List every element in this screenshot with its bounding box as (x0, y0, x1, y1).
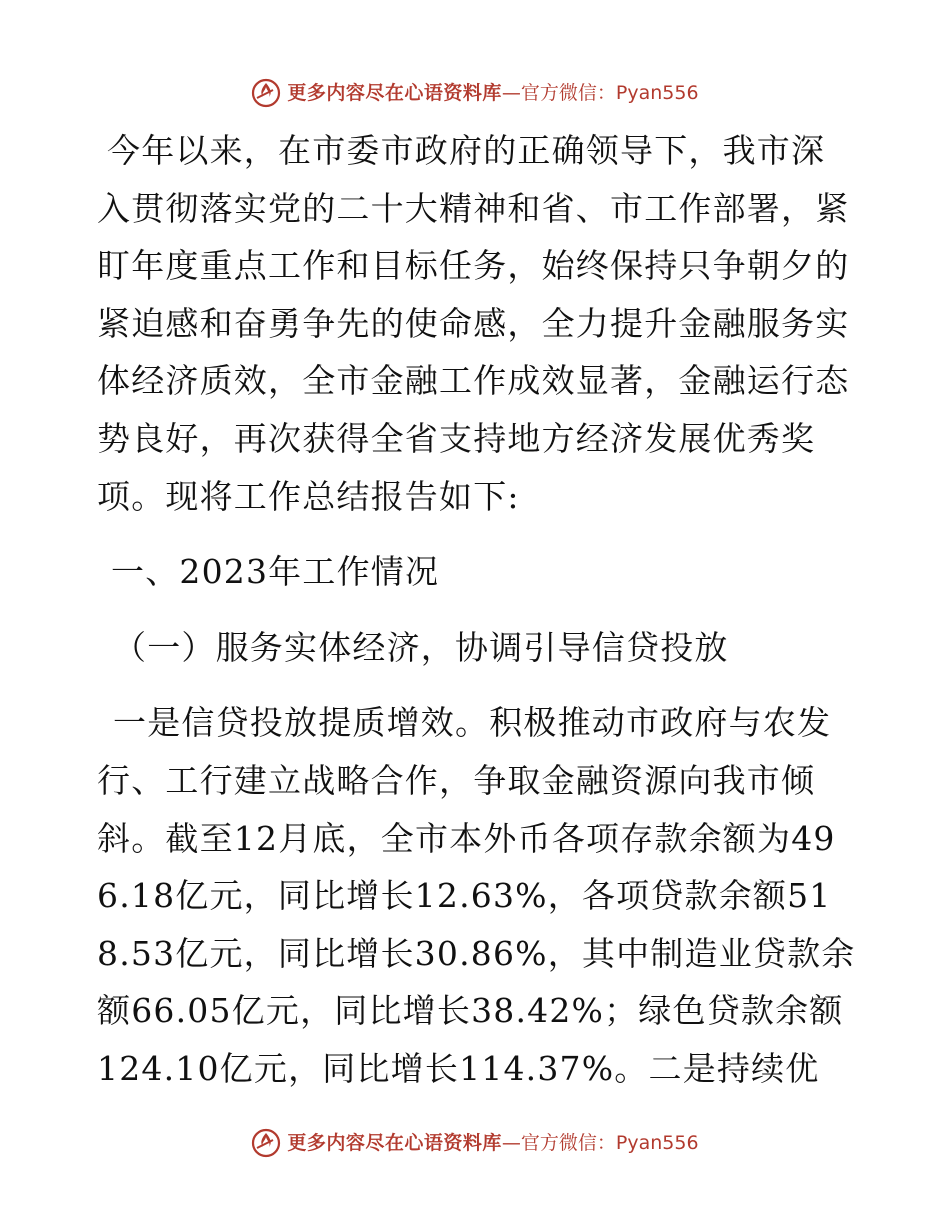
section-heading: 一、2023年工作情况 (111, 552, 440, 592)
subsection-heading: （一）服务实体经济，协调引导信贷投放 (113, 627, 729, 667)
watermark-separator: — (501, 82, 521, 104)
document-body (97, 122, 857, 1098)
flame-logo-icon (251, 78, 281, 108)
watermark-wechat: 官方微信：Pyan556 (520, 82, 699, 104)
watermark-footer (0, 1128, 950, 1158)
watermark-text: 更多内容尽在心语资料库 (287, 82, 502, 104)
watermark-wechat: 官方微信：Pyan556 (520, 1132, 699, 1154)
watermark-header (0, 78, 950, 108)
watermark-separator: — (501, 1132, 521, 1154)
watermark-text: 更多内容尽在心语资料库 (287, 1132, 502, 1154)
flame-logo-icon (251, 1128, 281, 1158)
intro-paragraph: 今年以来，在市委市政府的正确领导下，我市深入贯彻落实党的二十大精神和省、市工作部署，紧盯年度重点工作和目标任务，始终保持只争朝夕的紧迫感和奋勇争先的使命感，全力提升金融服务实体经济质效，全市金融工作成效显著，金融运行态势良好，再次获得全省支持地方经济发展优秀奖项。现将工作总结报告如下: (97, 131, 850, 516)
body-paragraph: 一是信贷投放提质增效。积极推动市政府与农发行、工行建立战略合作，争取金融资源向我市倾斜。截至12月底，全市本外币各项存款余额为496.18亿元，同比增长12.63%，各项贷款余额518.53亿元，同比增长30.86%，其中制造业贷款余额66.05亿元，同比增长38.42%；绿色贷款余额124.10亿元，同比增长114.37%。二是持续优 (97, 703, 856, 1088)
